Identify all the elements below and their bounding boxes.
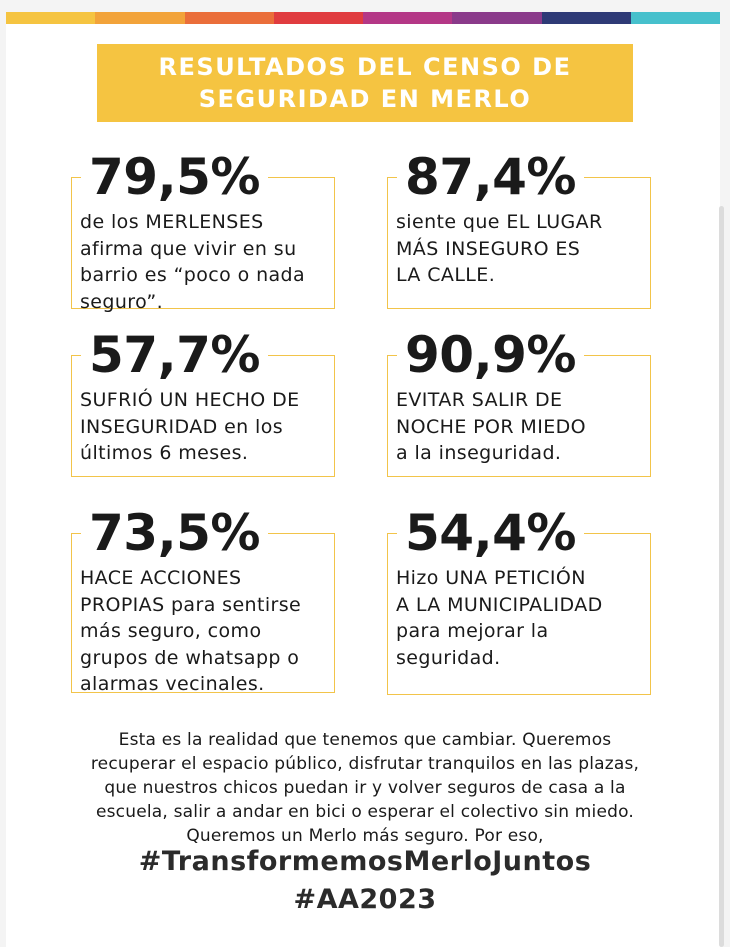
stat-value: 57,7% (81, 325, 268, 385)
stat-description: de los MERLENSES afirma que vivir en su barrio es “poco o nada seguro”. (80, 211, 306, 313)
stat-value: 73,5% (81, 503, 268, 563)
color-bar (6, 12, 720, 24)
color-segment (6, 12, 95, 24)
stat-card (71, 504, 335, 695)
stat-card (387, 504, 651, 695)
color-segment (631, 12, 720, 24)
hashtag-aa2023[interactable]: #AA2023 (293, 884, 437, 915)
color-segment (274, 12, 363, 24)
color-segment (95, 12, 184, 24)
stat-description: HACE ACCIONES PROPIAS para sentirse más seguro, como grupos de whatsapp o alarmas vecinales. (80, 567, 302, 695)
stat-description: EVITAR SALIR DE NOCHE POR MIEDO a la inseguridad. (396, 389, 587, 464)
stat-value: 90,9% (397, 325, 584, 385)
stat-value: 79,5% (81, 147, 268, 207)
stat-value: 54,4% (397, 503, 584, 563)
title-banner (97, 44, 633, 122)
stat-description: SUFRIÓ UN HECHO DE INSEGURIDAD en los últimos 6 meses. (80, 389, 300, 464)
stat-card (387, 326, 651, 477)
title-line-1: RESULTADOS DEL CENSO DE (158, 53, 572, 81)
color-segment (363, 12, 452, 24)
stat-description: Hizo UNA PETICIÓN A LA MUNICIPALIDAD para mejorar la seguridad. (396, 567, 603, 669)
color-segment (452, 12, 541, 24)
stat-description: siente que EL LUGAR MÁS INSEGURO ES LA CALLE. (396, 211, 603, 286)
scrollbar[interactable] (719, 206, 724, 947)
closing-paragraph: Esta es la realidad que tenemos que cambiar. Queremos recuperar el espacio público, disfrutar tranquilos en las plazas, que nuestros chicos puedan ir y volver seguros de casa a la escuela, salir a andar en bici o esperar el colectivo sin miedo. Queremos un Merlo más seguro. Por eso, (90, 730, 640, 846)
stat-card (387, 148, 651, 309)
hashtag-transformemos[interactable]: #TransformemosMerloJuntos (138, 846, 592, 877)
stat-value: 87,4% (397, 147, 584, 207)
color-segment (185, 12, 274, 24)
stat-card (71, 148, 335, 313)
color-segment (542, 12, 631, 24)
title-line-2: SEGURIDAD EN MERLO (198, 85, 532, 113)
stat-card (71, 326, 335, 477)
